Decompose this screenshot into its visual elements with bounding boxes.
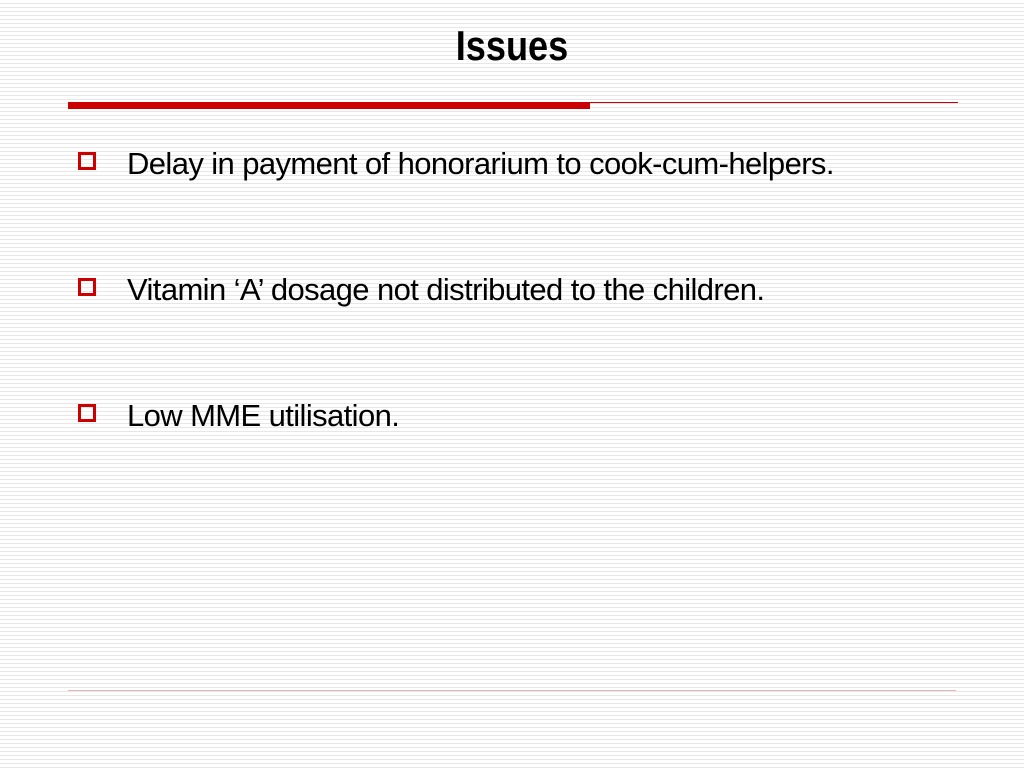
- hollow-square-icon: [78, 404, 96, 422]
- hollow-square-icon: [78, 278, 96, 296]
- title-underline-thin: [590, 102, 958, 103]
- slide-title: Issues: [455, 22, 569, 69]
- bullet-text: Low MME utilisation.: [127, 398, 400, 433]
- title-underline-thick: [68, 102, 590, 109]
- bullet-list: [78, 140, 950, 440]
- bullet-item: [78, 266, 950, 314]
- bullet-item: [78, 392, 950, 440]
- bullet-text: Vitamin ‘A’ dosage not distributed to the children.: [127, 272, 765, 307]
- bullet-item: [78, 140, 950, 188]
- bullet-text: Delay in payment of honorarium to cook-cum-helpers.: [127, 146, 834, 181]
- footer-divider: [68, 690, 956, 691]
- hollow-square-icon: [78, 152, 96, 170]
